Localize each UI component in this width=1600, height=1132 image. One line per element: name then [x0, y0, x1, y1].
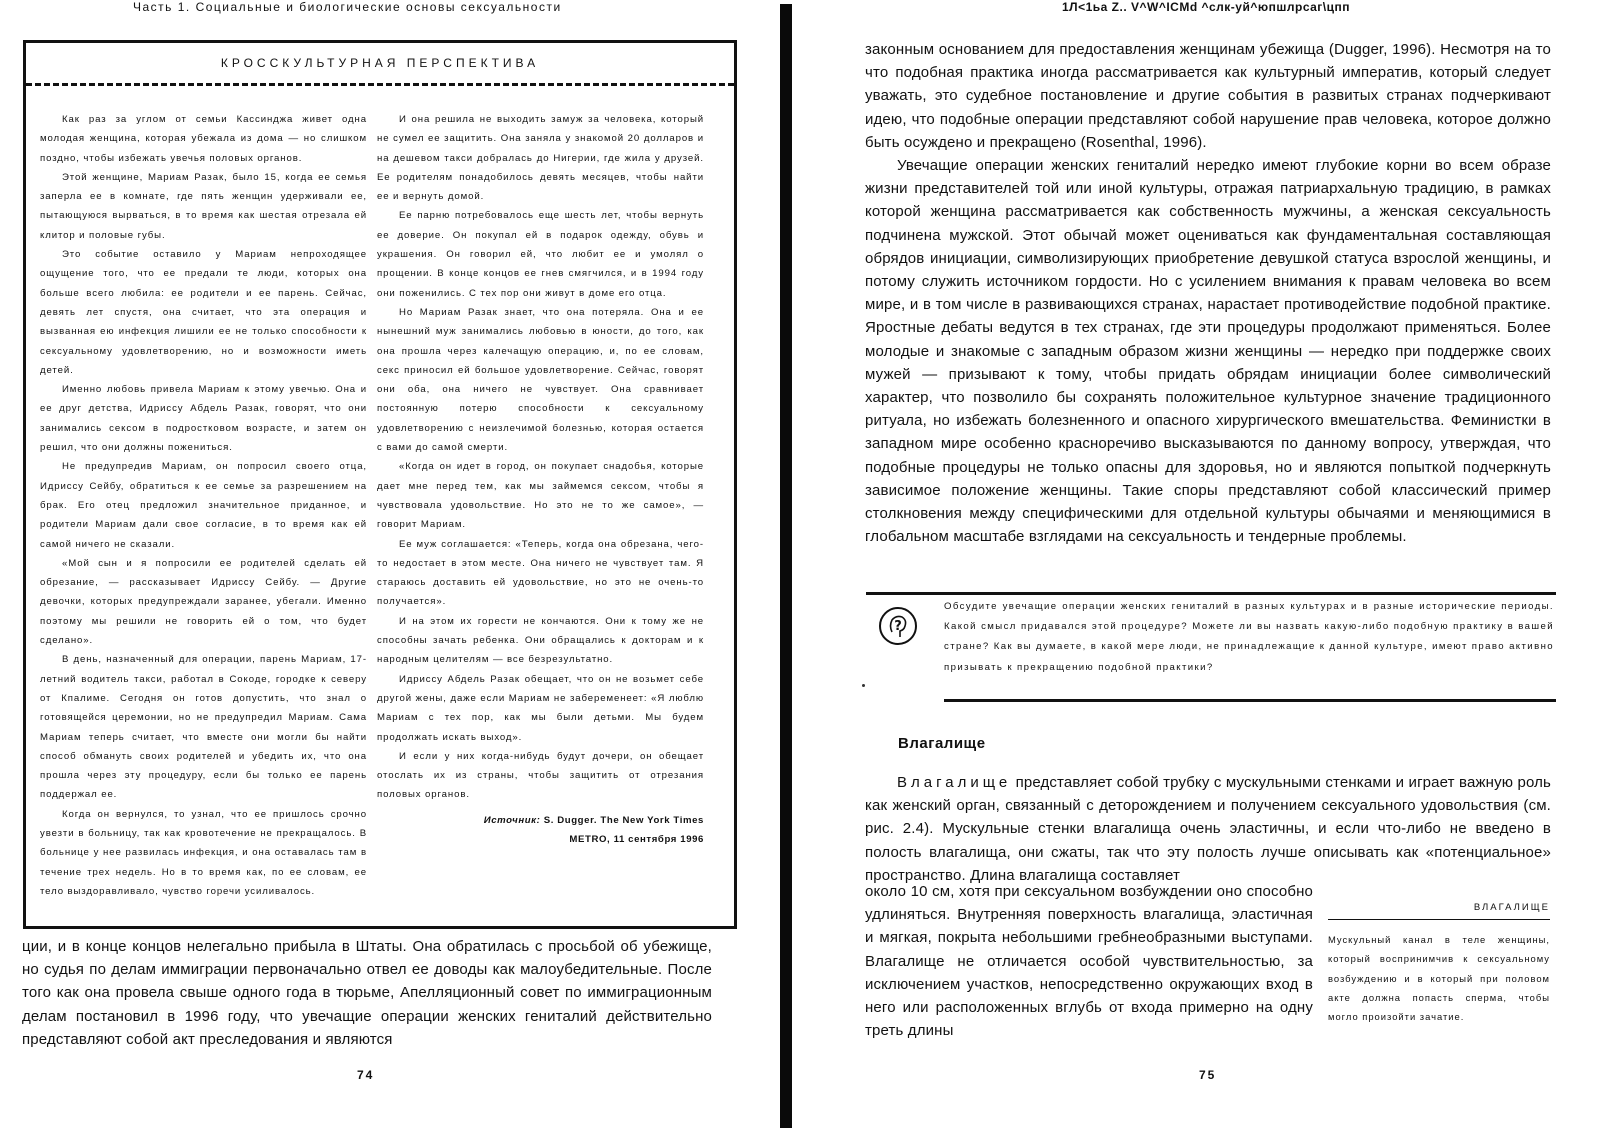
box-divider	[26, 83, 734, 86]
left-body-paragraph: ции, и в конце концов нелегально прибыла в Штаты. Она обратилась с просьбой об убежище, но судья по делам иммиграции первоначально отвел ее доводы как малоубедительные. После того как она провела свыше одного года в тюрьме, Апелляционный совет по иммиграционным делам постановил в 1996 году, что увечащие операции женских гениталий действительно представляют собой акт преследования и являются	[22, 938, 712, 1048]
box-paragraph: В день, назначенный для операции, парень Мариам, 17-летний водитель такси, работал в Сокоде, городке к северу от Кпалиме. Сегодня он готов допустить, что знал о готовящейся церемонии, но не предупредил Мариам. Сама Мариам теперь считает, что вместе они могли бы найти способ обмануть своих родителей и убедить их, что она прошла через эту процедуру, если бы только ее парень поддержал ее.	[40, 654, 367, 801]
question-text: Обсудите увечащие операции женских гениталий в разных культурах и в разные исторические периоды. Какой смысл придавался этой процедуре? Можете ли вы назвать какую-либо подобную практику в вашей стране? Как вы думаете, в какой мере люди, не принадлежащие к данной культуре, имеют право активно призывать к прекращению подобной практики?	[944, 601, 1554, 673]
body-paragraph-3-cont: около 10 см, хотя при сексуальном возбуждении оно способно удлиняться. Внутренняя поверхность влагалища, эластичная и мягкая, покрыта небольшими гребнеобразными выступами. Влагалище не отличается особой чувствительностью, за исключением участков, непосредственно окружающих вход в него или расположенных вглубь от входа примерно на одну треть длины	[865, 883, 1313, 1040]
box-paragraph: И если у них когда-нибудь будут дочери, он обещает отослать их из страны, чтобы защитить от отрезания половых органов.	[377, 750, 704, 801]
running-header-right: 1Л<1ьа Z.. V^W^ICMd ^слк-уй^юпшлрсаг\цпп	[1062, 0, 1351, 14]
box-column-2	[377, 110, 704, 849]
body-paragraph-2: Увечащие операции женских гениталий нередко имеют глубокие корни во всем образе жизни представителей той или иной культуры, отражая патриархальную традицию, в рамках которой женщина рассматривается как собственность мужчины, а женская сексуальность подчинена мужской. Этот обычай может оцениваться как фундаментальная составляющая обрядов инициации, символизирующих приобретение девушкой статуса взрослой женщины, и потому служить источником гордости. Но с усилением внимания к правам человека во всем мире, и в том числе в развивающихся странах, нарастает противодействие подобной практике. Яростные дебаты ведутся в тех странах, где эти процедуры продолжают применяться. Более молодые и знакомые с западным образом жизни женщины — нередко при поддержке своих мужей — призывают к тому, чтобы придать обрядам инициации более символический характер, что позволило бы сохранять положительное культурное значение традиционного ритуала, но избежать болезненного и опасного хирургического вмешательства. Феминистки в западном мире особенно красноречиво высказываются по данному вопросу, утверждая, что подобные процедуры не только опасны для здоровья, но и являются попыткой подчеркнуть зависимое положение женщины. Такие споры представляют собой классический пример столкновения между специфическими для отдельной культуры обычаями и меняющимися в глобальном масштабе взглядами на сексуальность и тендерные проблемы.	[865, 157, 1551, 546]
speck	[862, 684, 865, 687]
box-paragraph: Идриссу Абдель Разак обещает, что он не возьмет себе другой жены, даже если Мариам не забеременеет: «Я люблю Мариам с тех пор, как мы были детьми. Мы будем продолжать искать выход».	[377, 673, 704, 743]
box-paragraph: Именно любовь привела Мариам к этому увечью. Она и ее друг детства, Идриссу Абдель Разак, говорят, что они занимались сексом в подростковом возрасте, и затем он решил, что они должны пожениться.	[40, 384, 367, 454]
box-paragraph: Как раз за углом от семьи Кассинджа живет одна молодая женщина, которая убежала из дома — но слишком поздно, чтобы избежать увечья половых органов.	[40, 114, 367, 164]
glossary-title: ВЛАГАЛИЩЕ	[1473, 902, 1550, 913]
box-column-1	[40, 110, 367, 901]
section-heading: Влагалище	[898, 735, 986, 752]
box-paragraph: Ее парню потребовалось еще шесть лет, чтобы вернуть ее доверие. Он покупал ей в подарок одежду, обувь и украшения. Он говорил ей, что любит ее и умолял о прощении. В конце концов ее гнев смягчился, и в 1994 году они поженились. С тех пор они живут в доме его отца.	[377, 210, 704, 299]
box-paragraph: Ее муж соглашается: «Теперь, когда она обрезана, чего-то недостает в этом месте. Она ничего не чувствует там. Я стараюсь доставить ей удовольствие, но это не очень-то получается».	[377, 538, 704, 608]
source-text: S. Dugger. The New York Times	[543, 814, 704, 826]
box-paragraph: Это событие оставило у Мариам непроходящее ощущение того, что ее предали те люди, которых она больше всего любила: ее родители и ее парень. Сейчас, девять лет спустя, она считает, что эта операция и вызванная ею инфекция лишили ее не только способности к сексуальному удовлетворению, но и возможности иметь детей.	[40, 249, 367, 376]
glossary-sidebar	[1328, 902, 1550, 1026]
question-top-rule	[866, 592, 1556, 595]
box-paragraph: Но Мариам Разак знает, что она потеряла. Она и ее нынешний муж занимались любовью в юности, до того, как она прошла через калечащую операцию, и, по ее словам, секс приносил ей большое удовлетворение. Сейчас, говорят они оба, она ничего не чувствует. Она сравнивает постоянную потерю способности к сексуальному удовлетворению с неизлечимой болезнью, которая остается с вами до самой смерти.	[377, 306, 704, 454]
source-label: Источник:	[483, 814, 541, 826]
left-body-text	[22, 935, 712, 1051]
section-body-wide	[865, 771, 1551, 887]
glossary-text: Мускульный канал в теле женщины, который воспринимчив к сексуальному возбуждению и в который при половом акте должна попасть сперма, чтобы могло произойти зачатие.	[1328, 934, 1550, 1023]
book-gutter	[780, 4, 792, 1128]
discussion-question-box	[866, 592, 1556, 702]
question-head-icon	[878, 606, 918, 646]
question-bottom-rule	[944, 699, 1556, 702]
box-paragraph: Не предупредив Мариам, он попросил своего отца, Идриссу Сейбу, обратиться к ее семье за разрешением на брак. Его отец предложил значительное приданное, и родители Мариам дали свое согласие, в то время как ей самой ничего не сказали.	[40, 461, 367, 550]
svg-text:?: ?	[894, 619, 902, 634]
body-paragraph-1: законным основанием для предоставления женщинам убежища (Dugger, 1996). Несмотря на то что подобная практика иногда рассматривается как культурный императив, который следует уважать, это судебное постановление и другие события в развитых странах подчеркивают идею, что подобные операции представляют собой нарушение прав человека, которое должно быть осуждено и прекращено (Rosenthal, 1996).	[865, 41, 1551, 151]
glossary-rule	[1328, 919, 1550, 920]
box-title: КРОССКУЛЬТУРНАЯ ПЕРСПЕКТИВА	[220, 56, 540, 70]
box-paragraph: «Когда он идет в город, он покупает снадобья, которые дает мне перед тем, как мы займемся сексом, чтобы я чувствовала удовольствие. Но это не то же самое», — говорит Мариам.	[377, 461, 704, 531]
body-paragraph-3-text: представляет собой трубку с мускульными стенками и играет важную роль как женский орган, связанный с деторождением и получением сексуального удовольствия (см. рис. 2.4). Мускульные стенки влагалища очень эластичны, и если что-либо не введено в полость влагалища, они сжаты, так что эту полость лучше описывать как «потенциальное» пространство. Длина влагалища составляет	[865, 774, 1551, 884]
term-vagina: Влагалище	[897, 774, 1012, 791]
box-source	[377, 811, 704, 850]
running-header-left: Часть 1. Социальные и биологические основы сексуальности	[133, 0, 562, 14]
body-paragraph-3	[865, 771, 1551, 887]
box-paragraph: И она решила не выходить замуж за человека, который не сумел ее защитить. Она заняла у знакомой 20 долларов и на дешевом такси добралась до Нигерии, где жила у друзей. Ее родителям понадобилось девять месяцев, чтобы найти ее и вернуть домой.	[377, 114, 704, 203]
box-paragraph: Когда он вернулся, то узнал, что ее пришлось срочно увезти в больницу, так как кровотечение не прекращалось. В больнице у нее развилась инфекция, и она оставалась там в течение трех недель. Но в то время как, по ее словам, ее тело выздоравливало, чувство горечи усиливалось.	[40, 808, 367, 897]
box-paragraph: И на этом их горести не кончаются. Они к тому же не способны зачать ребенка. Они обращались к докторам и к народным целителям — все безрезультатно.	[377, 615, 704, 666]
crosscultural-box	[23, 40, 737, 929]
box-paragraph: «Мой сын и я попросили ее родителей сделать ей обрезание, — рассказывает Идриссу Сейбу. — Другие девочки, которых предупреждали заранее, убегали. Именно поэтому мы решили не говорить ей о том, что будет сделано».	[40, 557, 367, 647]
page-number-right: 75	[1199, 1068, 1217, 1082]
right-body-text	[865, 38, 1551, 548]
section-body-narrow	[865, 880, 1313, 1042]
box-paragraph: Этой женщине, Мариам Разак, было 15, когда ее семья заперла ее в комнате, где пять женщин удерживали ее, пытающуюся вырваться, в то время как шестая отрезала ей клитор и половые губы.	[40, 171, 367, 241]
page-number-left: 74	[357, 1068, 375, 1082]
source-line-2: METRO, 11 сентября 1996	[569, 833, 704, 845]
